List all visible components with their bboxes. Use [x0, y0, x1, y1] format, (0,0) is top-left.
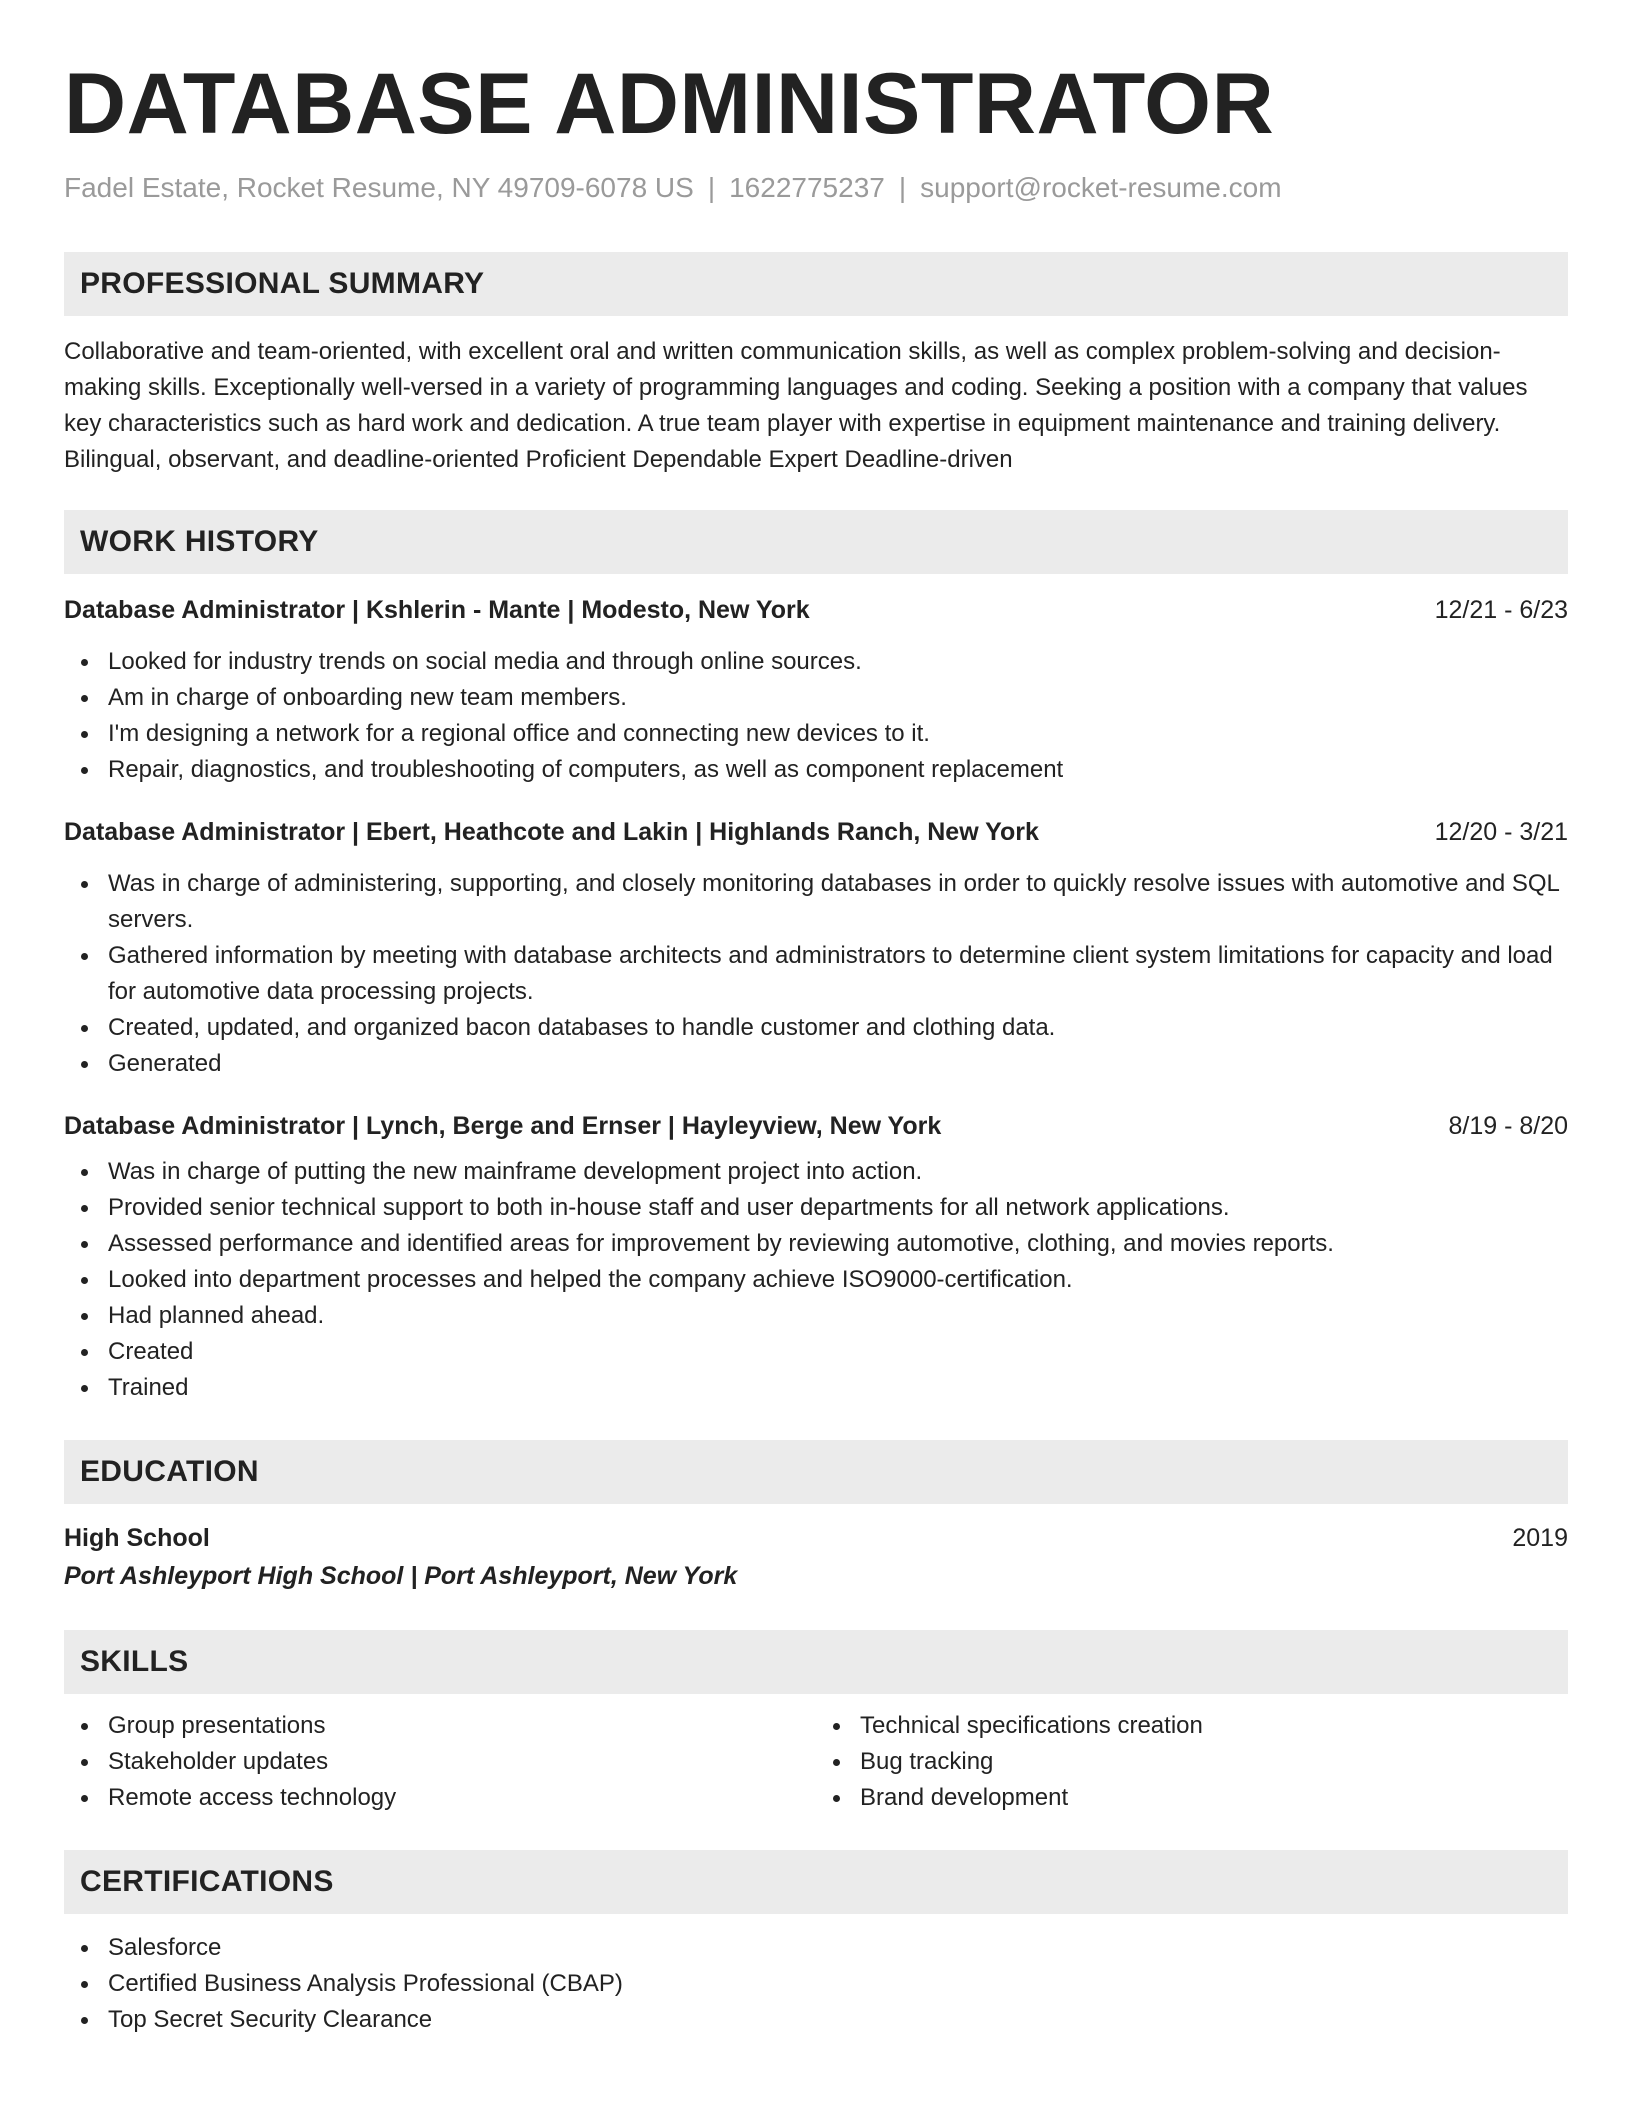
section-header-summary: PROFESSIONAL SUMMARY — [64, 252, 1568, 316]
job-header — [64, 592, 1568, 628]
section-header-certifications: CERTIFICATIONS — [64, 1850, 1568, 1914]
skill-item: Group presentations — [64, 1708, 816, 1744]
skills-list — [816, 1708, 1568, 1816]
section-header-education: EDUCATION — [64, 1440, 1568, 1504]
job-bullet: Looked into department processes and helped the company achieve ISO9000-certification. — [64, 1262, 1568, 1298]
job-title: Database Administrator | Lynch, Berge and Ernser | Hayleyview, New York — [64, 1112, 942, 1140]
job-title: Database Administrator | Ebert, Heathcote and Lakin | Highlands Ranch, New York — [64, 818, 1039, 846]
section-header-skills: SKILLS — [64, 1630, 1568, 1694]
job-bullet: Had planned ahead. — [64, 1298, 1568, 1334]
job-header — [64, 1108, 1568, 1144]
certification-item: Top Secret Security Clearance — [64, 2002, 1568, 2038]
job-header — [64, 814, 1568, 850]
job-bullet: Looked for industry trends on social media and through online sources. — [64, 644, 1568, 680]
job-entry — [64, 1108, 1568, 1406]
job-bullet: Repair, diagnostics, and troubleshooting of computers, as well as component replacement — [64, 752, 1568, 788]
job-bullet: Am in charge of onboarding new team members. — [64, 680, 1568, 716]
section-header-work-history: WORK HISTORY — [64, 510, 1568, 574]
job-bullet: Generated — [64, 1046, 1568, 1082]
education-school: Port Ashleyport High School | Port Ashleyport, New York — [64, 1562, 738, 1590]
job-title: Database Administrator | Kshlerin - Mante | Modesto, New York — [64, 596, 810, 624]
education-year: 2019 — [1512, 1524, 1568, 1552]
job-bullet: Gathered information by meeting with database architects and administrators to determine client system limitations for capacity and load for automotive data processing projects. — [64, 938, 1568, 1010]
skill-item: Technical specifications creation — [816, 1708, 1568, 1744]
job-bullet-list — [64, 1154, 1568, 1406]
certifications-list — [64, 1930, 1568, 2038]
skills-column-right — [816, 1708, 1568, 1816]
skills-column-left — [64, 1708, 816, 1816]
certifications-section — [64, 1930, 1568, 2038]
job-bullet-list — [64, 644, 1568, 788]
job-bullet: Created — [64, 1334, 1568, 1370]
skill-item: Remote access technology — [64, 1780, 816, 1816]
resume-name: DATABASE ADMINISTRATOR — [64, 56, 1275, 152]
job-dates: 8/19 - 8/20 — [1448, 1112, 1568, 1140]
job-bullet-list — [64, 866, 1568, 1082]
education-header — [64, 1520, 1568, 1556]
job-bullet: Was in charge of putting the new mainframe development project into action. — [64, 1154, 1568, 1190]
contact-separator: | — [707, 172, 716, 203]
job-bullet: Created, updated, and organized bacon databases to handle customer and clothing data. — [64, 1010, 1568, 1046]
skill-item: Stakeholder updates — [64, 1744, 816, 1780]
job-bullet: Trained — [64, 1370, 1568, 1406]
job-entry — [64, 814, 1568, 1082]
contact-line — [64, 170, 1568, 206]
contact-separator: | — [898, 172, 907, 203]
job-bullet: Assessed performance and identified areas for improvement by reviewing automotive, clothing, and movies reports. — [64, 1226, 1568, 1262]
skills-list — [64, 1708, 816, 1816]
contact-email: support@rocket-resume.com — [920, 172, 1282, 203]
skills-grid — [64, 1708, 1568, 1816]
certification-item: Certified Business Analysis Professional (CBAP) — [64, 1966, 1568, 2002]
skill-item: Brand development — [816, 1780, 1568, 1816]
job-bullet: Was in charge of administering, supporting, and closely monitoring databases in order to quickly resolve issues with automotive and SQL servers. — [64, 866, 1568, 938]
job-dates: 12/20 - 3/21 — [1434, 818, 1568, 846]
summary-text: Collaborative and team-oriented, with excellent oral and written communication skills, as well as complex problem-solving and decision-making skills. Exceptionally well-versed in a variety of programming languages and coding. Seeking a position with a company that values key characteristics such as hard work and dedication. A true team player with expertise in equipment maintenance and training delivery. Bilingual, observant, and deadline-oriented Proficient Dependable Expert Deadline-driven — [64, 338, 1528, 473]
job-bullet: Provided senior technical support to both in-house staff and user departments for all network applications. — [64, 1190, 1568, 1226]
job-dates: 12/21 - 6/23 — [1434, 596, 1568, 624]
education-entry — [64, 1520, 1568, 1594]
contact-address: Fadel Estate, Rocket Resume, NY 49709-6078 US — [64, 172, 694, 203]
skill-item: Bug tracking — [816, 1744, 1568, 1780]
certification-item: Salesforce — [64, 1930, 1568, 1966]
education-degree: High School — [64, 1524, 210, 1552]
contact-phone: 1622775237 — [729, 172, 885, 203]
job-entry — [64, 592, 1568, 788]
job-bullet: I'm designing a network for a regional office and connecting new devices to it. — [64, 716, 1568, 752]
